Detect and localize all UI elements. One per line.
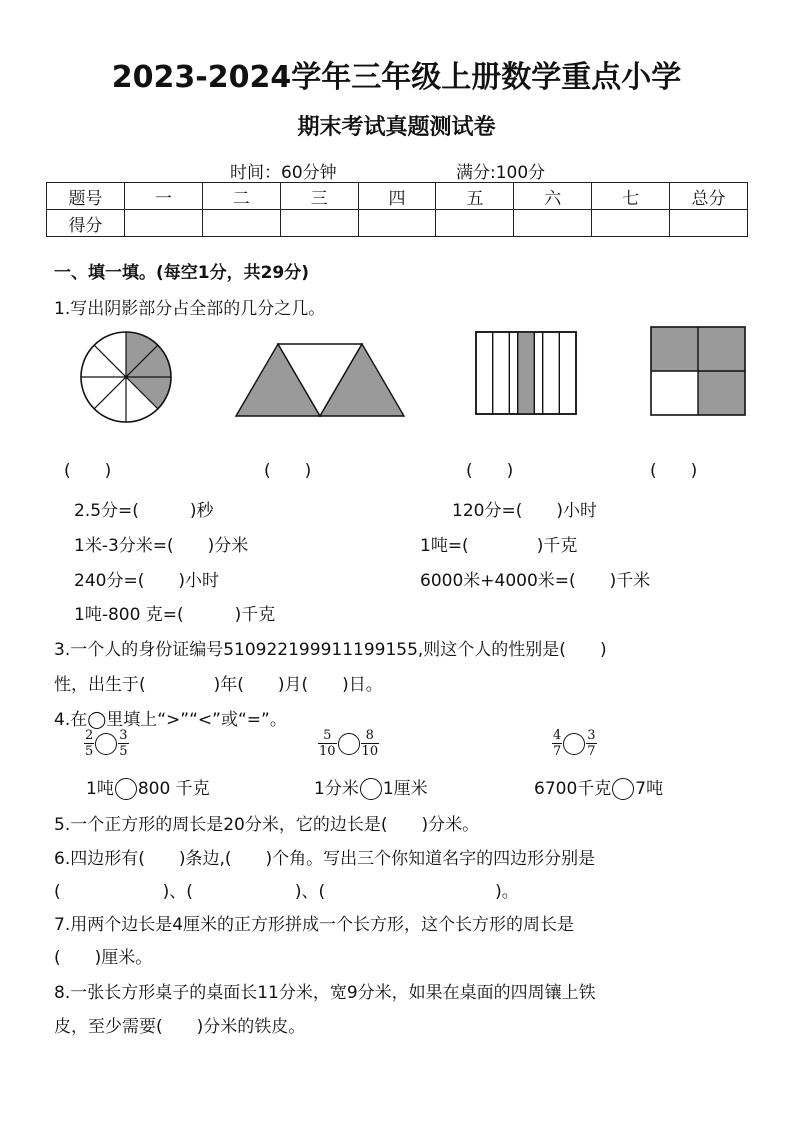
compare-circle[interactable] [563, 733, 585, 755]
question-7-line1: 7.用两个边长是4厘米的正方形拼成一个长方形，这个长方形的周长是 [54, 915, 575, 935]
answer-blank-4[interactable]: ( ) [650, 461, 698, 481]
score-cell[interactable] [670, 210, 748, 237]
question-8-line1: 8.一张长方形桌子的桌面长11分米，宽9分米，如果在桌面的四周镶上铁 [54, 983, 596, 1003]
question-1: 1.写出阴影部分占全部的几分之几。 [54, 299, 326, 319]
answer-blank-1[interactable]: ( ) [64, 461, 112, 481]
question-2b: 120分=( )小时 [452, 501, 597, 521]
answer-blank-2[interactable]: ( ) [264, 461, 312, 481]
question-2f: 6000米+4000米=( )千米 [420, 571, 651, 591]
strips-figure [474, 330, 578, 416]
question-2d: 1吨=( )千克 [420, 536, 578, 556]
question-3-line2: 性，出生于( )年( )月( )日。 [54, 675, 383, 695]
question-6-line2: ( )、( )、( )。 [54, 882, 519, 902]
question-4: 4.在◯里填上“>”“<”或“=”。 [54, 710, 287, 730]
score-cell[interactable] [124, 210, 202, 237]
compare-circle[interactable] [95, 733, 117, 755]
circle-figure [70, 330, 182, 430]
fraction-compare-1 [84, 728, 129, 759]
fraction-compare-3 [552, 728, 597, 759]
table-cell: 二 [202, 183, 280, 210]
score-table-score-row [47, 210, 748, 237]
question-2c: 1米-3分米=( )分米 [74, 536, 249, 556]
score-cell[interactable] [358, 210, 436, 237]
question-7-line2: ( )厘米。 [54, 948, 153, 968]
table-cell: 一 [124, 183, 202, 210]
question-5: 5.一个正方形的周长是20分米，它的边长是( )分米。 [54, 815, 480, 835]
answer-blank-3[interactable]: ( ) [466, 461, 514, 481]
trapezoid-figure [232, 338, 410, 420]
question-2e: 240分=( )小时 [74, 571, 219, 591]
question-6-line1: 6.四边形有( )条边,( )个角。写出三个你知道名字的四边形分别是 [54, 849, 596, 869]
question-3-line1: 3.一个人的身份证编号510922199911199155,则这个人的性别是( ) [54, 640, 607, 660]
compare-circle[interactable] [115, 778, 137, 800]
fraction: $\frac{8}{10}$ [361, 728, 379, 759]
score-cell[interactable] [514, 210, 592, 237]
table-cell: 七 [592, 183, 670, 210]
fraction: $\frac{5}{10}$ [319, 728, 336, 759]
unit-compare-3: 6700千克 7吨 [534, 779, 664, 799]
score-cell[interactable] [592, 210, 670, 237]
score-cell[interactable] [436, 210, 514, 237]
score-cell[interactable] [280, 210, 358, 237]
table-cell: 三 [280, 183, 358, 210]
question-2a: 2.5分=( )秒 [74, 501, 214, 521]
page-subtitle: 期末考试真题测试卷 [297, 115, 496, 140]
table-cell: 题号 [47, 183, 125, 210]
table-cell: 总分 [670, 183, 748, 210]
time-label: 时间：60分钟 [230, 163, 337, 183]
fraction-compare-2 [318, 728, 379, 759]
question-2g: 1吨-800 克=( )千克 [74, 605, 276, 625]
score-label: 满分:100分 [456, 163, 546, 183]
fraction: $\frac{3}{7}$ [587, 728, 596, 759]
table-cell: 五 [436, 183, 514, 210]
score-table-header-row [47, 183, 748, 210]
fraction: $\frac{2}{5}$ [85, 728, 94, 759]
table-cell: 得分 [47, 210, 125, 237]
section-1-heading: 一、填一填。(每空1分，共29分) [54, 263, 310, 283]
score-table [46, 182, 748, 237]
score-cell[interactable] [202, 210, 280, 237]
fraction: $\frac{3}{5}$ [119, 728, 128, 759]
compare-circle[interactable] [360, 778, 382, 800]
square-figure [648, 324, 748, 418]
compare-circle[interactable] [612, 778, 634, 800]
compare-circle[interactable] [338, 733, 360, 755]
table-cell: 六 [514, 183, 592, 210]
page-title: 2023-2024学年三年级上册数学重点小学 [111, 60, 682, 95]
unit-compare-1: 1吨 800 千克 [86, 779, 210, 799]
unit-compare-2: 1分米 1厘米 [314, 779, 428, 799]
question-8-line2: 皮，至少需要( )分米的铁皮。 [54, 1017, 306, 1037]
fraction: $\frac{4}{7}$ [553, 728, 562, 759]
table-cell: 四 [358, 183, 436, 210]
